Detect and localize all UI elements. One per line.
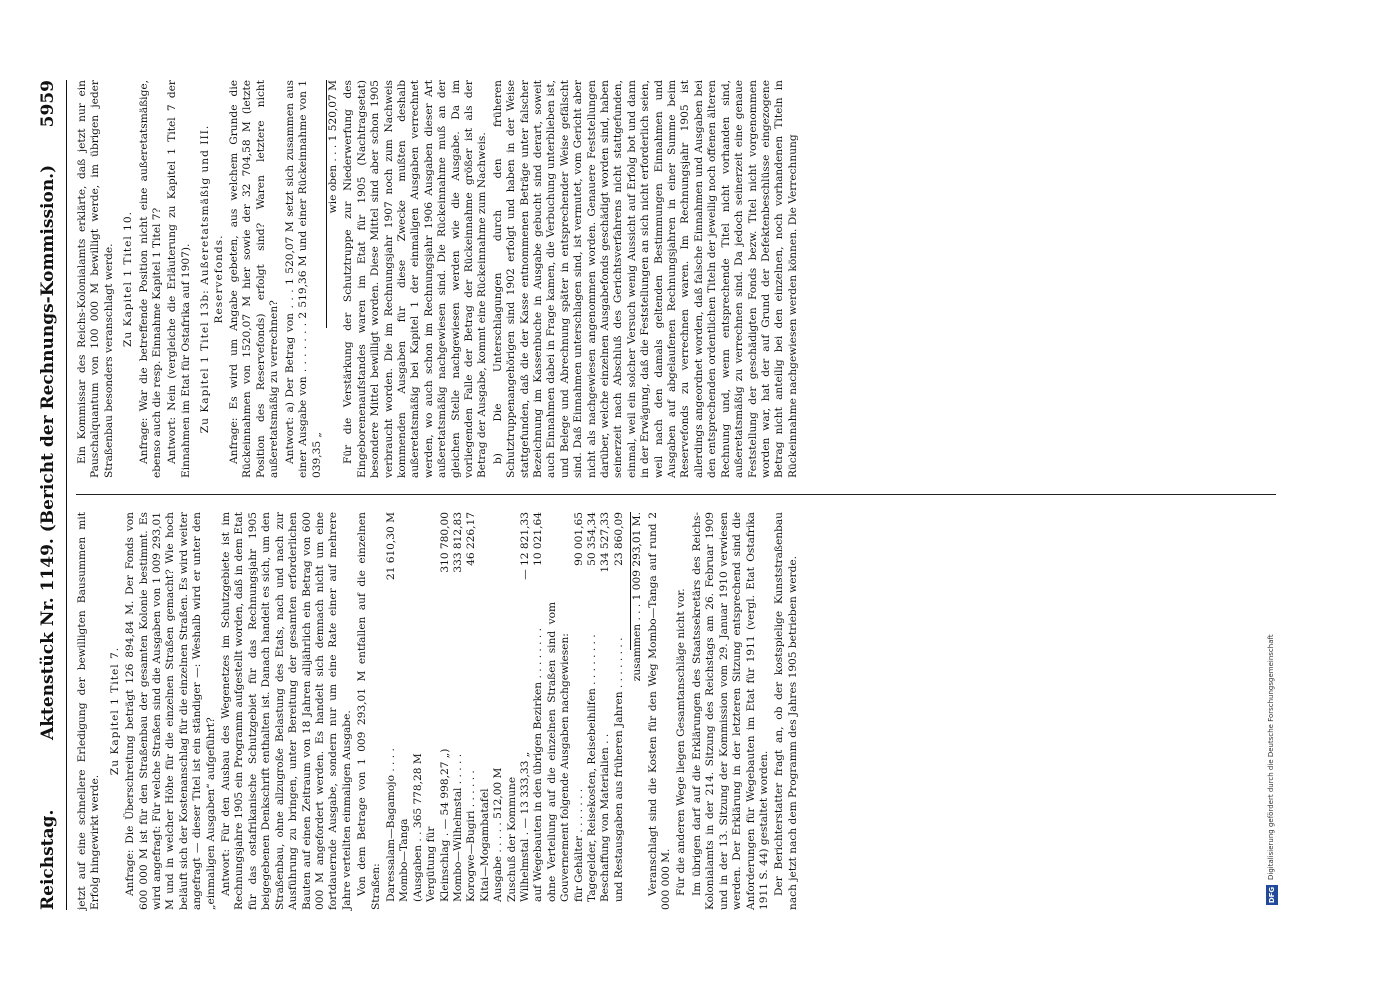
row-label: Korogwe—Bugiri . . . . . .: [465, 770, 478, 902]
paragraph: Der Berichterstatter fragt an, ob der kostspielige Kunststraßenbau nach jetzt nach dem Programm des Jahres 1905 betrieben werde.: [773, 512, 799, 910]
table-row: [385, 512, 398, 910]
table-row: [465, 512, 478, 910]
paragraph: Anfrage: Es wird um Angabe gebeten, aus welchem Grunde die Rückeinnahmen von 1520,07 M hier sowie der 32 704,58 M (letzte Position des Reservefonds) erfolgt sind? Waren letztere nicht außeretatsmäßig zu verrechnen?: [228, 80, 281, 478]
page-number: 5959: [38, 80, 58, 128]
row-amount: 21 610,30 M: [384, 512, 397, 581]
paragraph: Ein Kommissar des Reichs-Kolonialamts erklärte, daß jetzt nur ein Pauschalquantum von 100 000 M bewilligt werde, im übrigen jeder Straßenbau besonders veranschlagt werde.: [76, 80, 115, 478]
row-label: Wilhelmstal . — 13 333,33 „: [519, 751, 531, 902]
row-label: Beschaffung von Materialien . .: [599, 733, 612, 902]
table-row: [519, 512, 532, 910]
row-label: Mombo—Tanga: [398, 818, 411, 902]
table-row: [398, 512, 411, 910]
table-row: [586, 512, 599, 910]
page-header: [30, 80, 64, 910]
row-amount: [425, 512, 438, 602]
row-amount: [492, 512, 505, 602]
row-amount: 10 021,64: [532, 512, 545, 566]
paragraph: Für die anderen Wege liegen Gesamtanschläge nicht vor.: [675, 588, 688, 896]
paragraph: Für die Verstärkung der Schutztruppe zur Niederwerfung des Eingeborenenaufstandes waren im Etat für 1905 (Nachtragsetat) besondere Mittel bewilligt worden. Diese Mittel sind aber schon 1905 verbraucht worden. Die im Rechnungsjahr 1907 noch zum Nachweis kommenden Ausgaben für diese Zwecke mußten deshalb außeretatsmäßig bei Kapitel 1 der einmaligen Ausgaben verrechnet werden, wo auch schon im Rechnungsjahr 1906 Ausgaben dieser Art außeretatsmäßig nachgewiesen sind. Die Rückeinnahme muß an der gleichen Stelle nachgewiesen werden wie die Ausgabe. Da im vorliegenden Falle der Betrag der Rückeinnahme größer ist als der Betrag der Ausgabe, kommt eine Rückeinnahme zum Nachweis.: [342, 80, 489, 478]
row-amount: 333 812,83: [451, 512, 464, 573]
row-amount: [398, 512, 411, 602]
row-label: und Restausgaben aus früheren Jahren . . . . . . . .: [612, 637, 625, 902]
column-divider: [76, 494, 1276, 495]
table-row: [613, 512, 626, 910]
paragraph: Veranschlagt sind die Kosten für den Weg Mombo—Tanga auf rund 2 000 000 M.: [646, 512, 673, 910]
page-content: [30, 80, 1280, 910]
row-amount: 23 860,09: [612, 512, 625, 566]
row-amount: — 12 821,33: [519, 512, 531, 580]
header-left: Reichstag.: [38, 809, 58, 910]
amount-table: [385, 512, 626, 910]
table-row: [479, 512, 492, 910]
row-label: für Gehälter . . . . . . .: [572, 788, 585, 902]
table-row: [546, 512, 573, 910]
table-row: [439, 512, 452, 910]
row-amount: 310 780,00: [438, 512, 451, 573]
row-label: Tagegelder, Reisekosten, Reisebeihilfen . . . . . . . .: [586, 634, 599, 902]
row-label: Zuschuß der Kommune: [505, 776, 518, 902]
paragraph: b) Die Unterschlagungen durch den früheren Schutztruppenangehörigen sind 1902 erfolgt und haben in der Weise stattgefunden, daß die der Kasse entnommenen Beträge unter falscher Bezeichnung im Kassenbuche in Ausgabe gebucht sind derart, soweit auch Einnahmen dabei in Frage kamen, die Verbuchung unterblieben ist, und Belege und Abrechnung später in entsprechender Weise gefälscht sind. Daß Einnahmen unterschlagen sind, ist vermutet, vom Gericht aber nicht als nachgewiesen angenommen worden. Genauere Feststellungen darüber, welche einzelnen Ausgabefonds geschädigt worden sind, haben seinerzeit nach Abschluß des Gerichtsverfahrens nicht stattgefunden, einmal, weil ein solcher Versuch wenig Aussicht auf Erfolg bot und dann in der Erwägung, daß die Feststellungen an sich nicht erforderlich seien, weil nach den damals geltenden Bestimmungen Einnahmen und Ausgaben auf abgelaufenen Rechnungsjahren in einer Summe beim Reservefonds zu verrechnen waren. Im Rechnungsjahr 1905 ist allerdings angeordnet worden, daß falsche Einnahmen und Ausgaben bei den entsprechenden ordentlichen Titeln der jeweilig noch offenen älteren Rechnung und, wenn entsprechende Titel nicht vorhanden sind, außeretatsmäßig zu verrechnen sind. Da jedoch seinerzeit eine genaue Feststellung der geschädigten Fonds bezw. Titel nicht vorgenommen worden war, hat der auf Grund der Defektenbeschlüsse eingezogene Betrag nicht anteilig bei den einzelnen, noch vorhandenen Titeln in Rückeinnahme nachgewiesen werden können. Die Verrechnung: [491, 80, 799, 478]
paragraph: Antwort: a) Der Betrag von . . . 1 520,07 M setzt sich zusammen aus einer Ausgabe von . . . . . . . 2 519,36 M und einer Rückeinnahme von 1 039,35 „: [283, 80, 323, 478]
row-amount: 134 527,33: [599, 512, 612, 573]
table-row: [599, 512, 612, 910]
row-label: Vergütung für: [425, 826, 438, 902]
section-heading: Zu Kapitel 1 Titel 10.: [122, 211, 135, 347]
row-amount: [479, 512, 492, 602]
row-label: Ausgabe . . . . . 512,00 M: [492, 767, 505, 902]
row-label: Kitai—Mogambatafel: [478, 788, 491, 902]
section-heading: Zu Kapitel 1 Titel 7.: [108, 646, 121, 776]
row-label: (Ausgaben . . 365 778,28 M: [411, 753, 424, 902]
row-amount: 46 226,17: [465, 512, 478, 566]
table-row: [412, 512, 425, 910]
table-row: [506, 512, 519, 910]
table-row: [452, 512, 465, 910]
row-label: Kleinschlag . — 54 998,27 „): [438, 748, 451, 902]
left-column: [76, 512, 1276, 910]
header-center: Aktenstück Nr. 1149. (Bericht der Rechnungs-Kommission.): [38, 164, 58, 740]
header-rule: [66, 80, 67, 910]
table-row: [573, 512, 586, 910]
right-column: [76, 80, 1276, 478]
row-amount: [506, 512, 519, 602]
row-amount: 50 354,34: [586, 512, 599, 566]
row-label: auf Wegebauten in den übrigen Bezirken . . . . . . . .: [532, 627, 545, 902]
row-amount: [412, 512, 425, 602]
section-heading: Zu Kapitel 1 Titel 13b: Außeretatsmäßig und III. Reservefonds.: [199, 124, 225, 434]
funding-note: Digitalisierung gefördert durch die Deutsche Forschungsgemeinschaft: [1267, 634, 1275, 880]
paragraph: Im übrigen darf auf die Erklärungen des Staatssekretärs des Reichs-Kolonialamts in der 214. Sitzung des Reichstags am 26. Februar 1909 und in der 13. Sitzung der Kommission vom 29. Januar 1910 verwiesen werden. Der Erklärung in der letzteren Sitzung entsprechend sind die Anforderungen für Wegebauten im Etat für 1911 (vergl. Etat Ostafrika 1911 S. 44) gestaltet worden.: [690, 512, 770, 910]
total-row: zusammen . . . 1 009 293,01 M.: [631, 512, 644, 682]
paragraph: Anfrage: Die Überschreitung beträgt 126 894,84 M. Der Fonds von 600 000 M ist für den Straßenbau der gesamten Kolonie bestimmt. Es wird angefragt: Für welche Straßen sind die Ausgaben von 1 009 293,01 M und in welcher Höhe für die einzelnen Straßen gemacht? Wie hoch beläuft sich der Kostenanschlag für die einzelnen Straßen. Es wird weiter angefragt — dieser Titel ist ein ständiger —: Weshalb wird er unter den „einmaligen Ausgaben“ aufgeführt?: [124, 512, 217, 910]
table-row: [532, 512, 545, 910]
row-amount: [546, 512, 573, 602]
sum-row: wie oben . . . 1 520,07 M: [326, 80, 340, 328]
table-row: [425, 512, 438, 910]
dfg-logo: DFG: [1268, 886, 1276, 904]
row-label: ohne Verteilung auf die einzelnen Straßen sind vom Gouvernement folgende Ausgaben nachgewiesen:: [545, 602, 572, 902]
row-amount: 90 001,65: [572, 512, 585, 566]
paragraph: jetzt auf eine schnellere Erledigung der bewilligten Bausummen mit Erfolg hingewirkt werde.: [76, 512, 102, 910]
paragraph: Antwort: Nein (vergleiche die Erläuterung zu Kapitel 1 Titel 7 der Einnahmen im Etat für Ostafrika auf 1907).: [166, 80, 192, 478]
paragraph: Antwort: Für den Ausbau des Wegenetzes im Schutzgebiete ist im Rechnungsjahre 1905 ein Programm aufgestellt worden, daß in dem Etat für das ostafrikanische Schutzgebiet für das Rechnungsjahr 1905 beigegebenen Denkschrift enthalten ist. Danach handelt es sich, um den Straßenbau, ohne allzugroße Belastung des Etats, nach und nach zur Ausführung zu bringen, unter Bereitung der gesamten erforderlichen Bauten auf einen Zeitraum von 18 Jahren alljährlich ein Betrag von 600 000 M angefordert werden. Es handelt sich demnach nicht um eine fortdauernde Ausgabe, sondern nur um eine Rate einer auf mehrere Jahre verteilten einmaligen Ausgabe.: [220, 512, 353, 910]
paragraph: Anfrage: War die betreffende Position nicht eine außeretatsmäßige, ebenso auch die resp. Einnahme Kapitel 1 Titel 7?: [137, 80, 164, 478]
table-row: [492, 512, 505, 910]
row-label: Mombo—Wilhelmstal . . . . .: [451, 753, 464, 902]
row-label: Daressalam—Bagamojo . . . .: [384, 748, 397, 902]
paragraph: Von dem Betrage von 1 009 293,01 M entfallen auf die einzelnen Straßen:: [356, 512, 382, 910]
